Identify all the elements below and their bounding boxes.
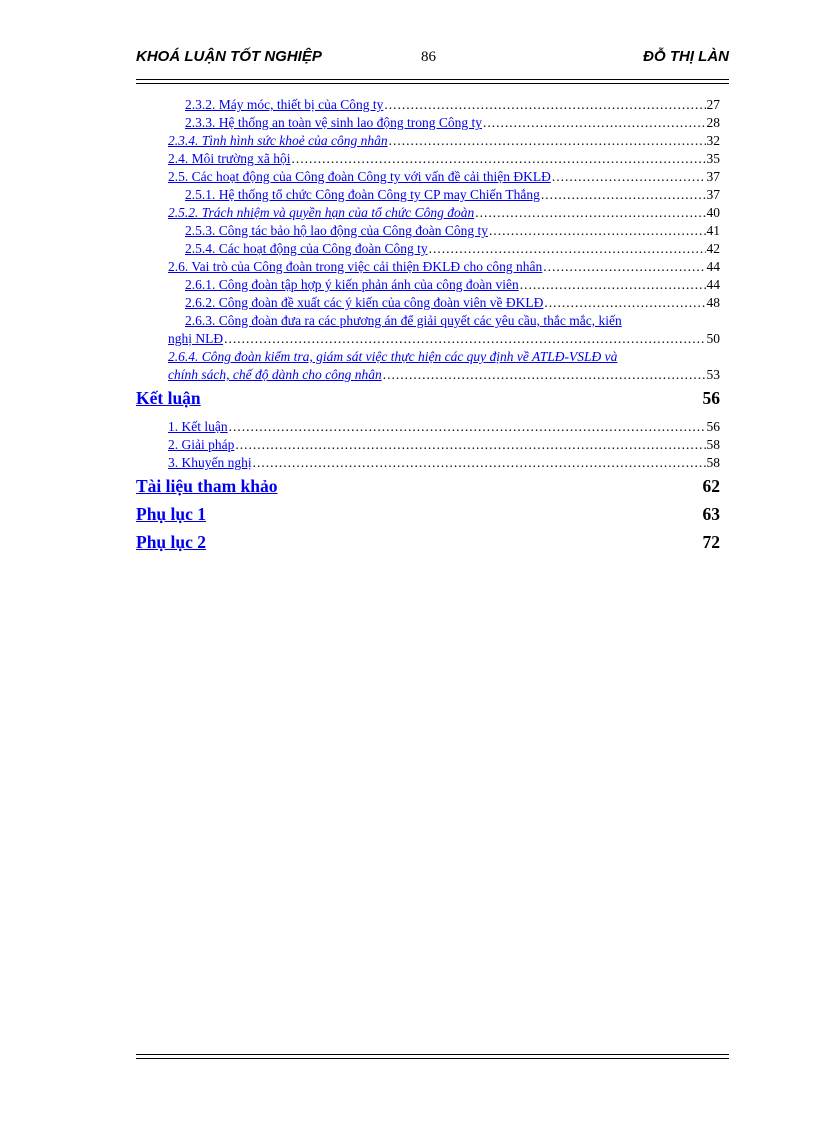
toc-chapter[interactable] [136,472,720,500]
chapter-link-phu-luc-2[interactable]: Phụ lục 2 [136,532,207,552]
chapter-page: 72 [702,532,720,552]
toc-entry[interactable] [136,168,720,186]
toc-link-line2[interactable]: chính sách, chế độ dành cho công nhân [168,367,382,382]
toc-entry-multiline[interactable] [136,348,720,384]
toc-page: 50 [706,331,720,346]
toc-entry[interactable] [136,186,720,204]
toc-page: 53 [706,367,720,382]
toc-entry[interactable] [136,240,720,258]
toc-page: 58 [706,437,720,452]
dot-leader [520,276,706,294]
dot-leader [235,436,705,454]
toc-entry[interactable] [136,96,720,114]
toc-link[interactable]: 2.5. Các hoạt động của Công đoàn Công ty với vấn đề cải thiện ĐKLĐ [168,169,551,184]
toc-link[interactable]: 1. Kết luận [168,419,228,434]
toc-page: 42 [706,241,720,256]
toc-entry[interactable] [136,258,720,276]
dot-leader [389,132,706,150]
toc-page: 41 [706,223,720,238]
dot-leader [224,330,705,348]
toc-page: 56 [706,419,720,434]
toc-page: 40 [706,205,720,220]
toc-link[interactable]: 2.3.3. Hệ thống an toàn vệ sinh lao động trong Công ty [185,115,482,130]
toc-link[interactable]: 2.5.1. Hệ thống tổ chức Công đoàn Công ty CP may Chiến Thắng [185,187,540,202]
dot-leader [253,454,706,472]
toc-entry[interactable] [136,418,720,436]
dot-leader [541,186,706,204]
chapter-link-ket-luan[interactable]: Kết luận [136,388,201,408]
dot-leader [383,366,706,384]
toc-link[interactable]: 2.5.2. Trách nhiệm và quyền hạn của tổ chức Công đoàn [168,205,475,220]
toc-row2 [168,330,720,348]
toc-entry[interactable] [136,150,720,168]
toc-page: 44 [706,259,720,274]
chapter-page: 63 [702,504,720,524]
toc-entry[interactable] [136,294,720,312]
toc-link-line1[interactable]: 2.6.4. Công đoàn kiểm tra, giám sát việc thực hiện các quy định về ATLĐ-VSLĐ và [168,349,618,364]
toc-link[interactable]: 2.3.4. Tình hình sức khoẻ của công nhân [168,133,388,148]
toc-link[interactable]: 2.3.2. Máy móc, thiết bị của Công ty [185,97,384,112]
toc-link[interactable]: 2.6.1. Công đoàn tập hợp ý kiến phản ánh của công đoàn viên [185,277,519,292]
toc-entry[interactable] [136,132,720,150]
dot-leader [229,418,706,436]
toc-row2 [168,366,720,384]
header-author: ĐỖ THỊ LÀN [643,48,729,65]
toc-entry[interactable] [136,222,720,240]
toc-page: 28 [706,115,720,130]
header-page-number: 86 [421,49,436,65]
chapter-link-tai-lieu[interactable]: Tài liệu tham khảo [136,476,278,496]
toc-page: 35 [706,151,720,166]
toc-link[interactable]: 2.5.3. Công tác bảo hộ lao động của Công đoàn Công ty [185,223,488,238]
dot-leader [489,222,706,240]
toc-page: 37 [706,169,720,184]
toc-link-line2[interactable]: nghị NLĐ [168,331,224,346]
header-divider [136,79,729,84]
dot-leader [291,150,705,168]
toc-entry-multiline[interactable] [136,312,720,348]
toc-page: 48 [706,295,720,310]
toc-entry[interactable] [136,436,720,454]
toc-chapter[interactable] [136,528,720,556]
dot-leader [429,240,706,258]
table-of-contents [136,96,720,556]
toc-chapter[interactable] [136,384,720,412]
dot-leader [384,96,705,114]
toc-page: 32 [706,133,720,148]
toc-link[interactable]: 2.6.2. Công đoàn đề xuất các ý kiến của công đoàn viên về ĐKLĐ [185,295,544,310]
page-header [136,48,729,70]
dot-leader [544,294,705,312]
chapter-link-phu-luc-1[interactable]: Phụ lục 1 [136,504,207,524]
header-thesis-title: KHOÁ LUẬN TỐT NGHIỆP [136,48,322,65]
toc-link-line1[interactable]: 2.6.3. Công đoàn đưa ra các phương án để giải quyết các yêu cầu, thắc mắc, kiến [185,313,622,328]
toc-page: 58 [706,455,720,470]
toc-page: 44 [706,277,720,292]
footer-divider [136,1054,729,1059]
chapter-page: 62 [702,476,720,496]
toc-link[interactable]: 3. Khuyến nghị [168,455,252,470]
dot-leader [475,204,705,222]
toc-link[interactable]: 2.4. Môi trường xã hội [168,151,291,166]
toc-entry[interactable] [136,204,720,222]
toc-chapter[interactable] [136,500,720,528]
dot-leader [552,168,706,186]
toc-page: 37 [706,187,720,202]
dot-leader [543,258,705,276]
dot-leader [483,114,706,132]
toc-link[interactable]: 2.6. Vai trò của Công đoàn trong việc cải thiện ĐKLĐ cho công nhân [168,259,543,274]
chapter-page: 56 [702,388,720,408]
toc-entry[interactable] [136,276,720,294]
toc-page: 27 [706,97,720,112]
toc-link[interactable]: 2. Giải pháp [168,437,235,452]
toc-entry[interactable] [136,454,720,472]
toc-link[interactable]: 2.5.4. Các hoạt động của Công đoàn Công ty [185,241,428,256]
toc-entry[interactable] [136,114,720,132]
